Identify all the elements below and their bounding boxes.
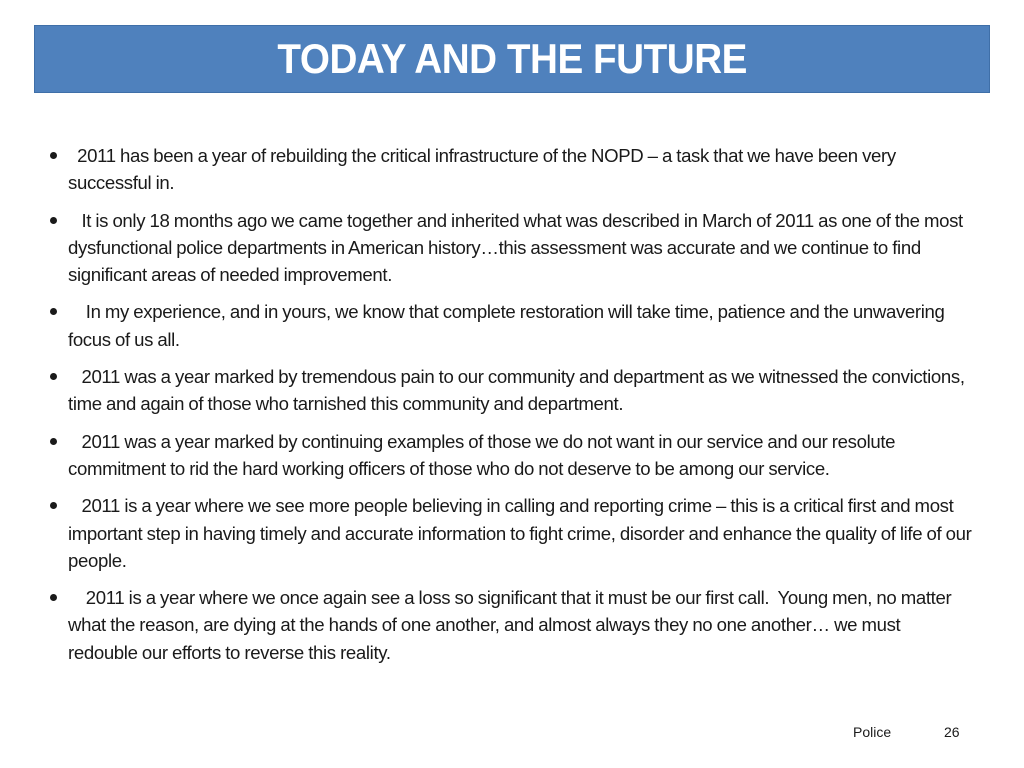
bullet-dot-icon (50, 594, 57, 601)
bullet-item (44, 428, 974, 483)
title-banner (34, 25, 990, 93)
bullet-dot-icon (50, 373, 57, 380)
bullet-text: 2011 has been a year of rebuilding the critical infrastructure of the NOPD – a task that we have been very successful in. (68, 145, 901, 194)
bullet-dot-icon (50, 152, 57, 159)
footer-label: Police (853, 724, 892, 740)
bullet-text: 2011 was a year marked by tremendous pain to our community and department as we witnessed the convictions, time and again of those who tarnished this community and department. (68, 366, 969, 415)
bullet-list (44, 142, 974, 676)
bullet-text: 2011 is a year where we see more people believing in calling and reporting crime – this is a critical first and most important step in having timely and accurate information to fight crime, disorder and enhance the quality of life of our people. (68, 495, 976, 571)
bullet-item (44, 207, 974, 289)
bullet-text: It is only 18 months ago we came together and inherited what was described in March of 2011 as one of the most dysfunctional police departments in American history…this assessment was accurate and we continue to find significant areas of needed improvement. (68, 209, 968, 286)
page-number: 26 (944, 724, 960, 740)
bullet-item (44, 298, 974, 353)
slide-title: TODAY AND THE FUTURE (277, 35, 747, 82)
bullet-text: 2011 was a year marked by continuing examples of those we do not want in our service and our resolute commitment to rid the hard working officers of those who do not deserve to be among our service. (68, 430, 900, 479)
bullet-dot-icon (50, 438, 57, 445)
bullet-dot-icon (50, 502, 57, 509)
bullet-item (44, 363, 974, 418)
bullet-item (44, 492, 974, 574)
bullet-item (44, 142, 974, 197)
bullet-text: In my experience, and in yours, we know that complete restoration will take time, patience and the unwavering focus of us all. (68, 301, 949, 350)
bullet-dot-icon (50, 217, 57, 224)
bullet-dot-icon (50, 308, 57, 315)
bullet-item (44, 584, 974, 666)
bullet-text: 2011 is a year where we once again see a loss so significant that it must be our first call. Young men, no matter what the reason, are dying at the hands of one another, and almost always they no one another… we must redouble our efforts to reverse this reality. (68, 587, 956, 663)
